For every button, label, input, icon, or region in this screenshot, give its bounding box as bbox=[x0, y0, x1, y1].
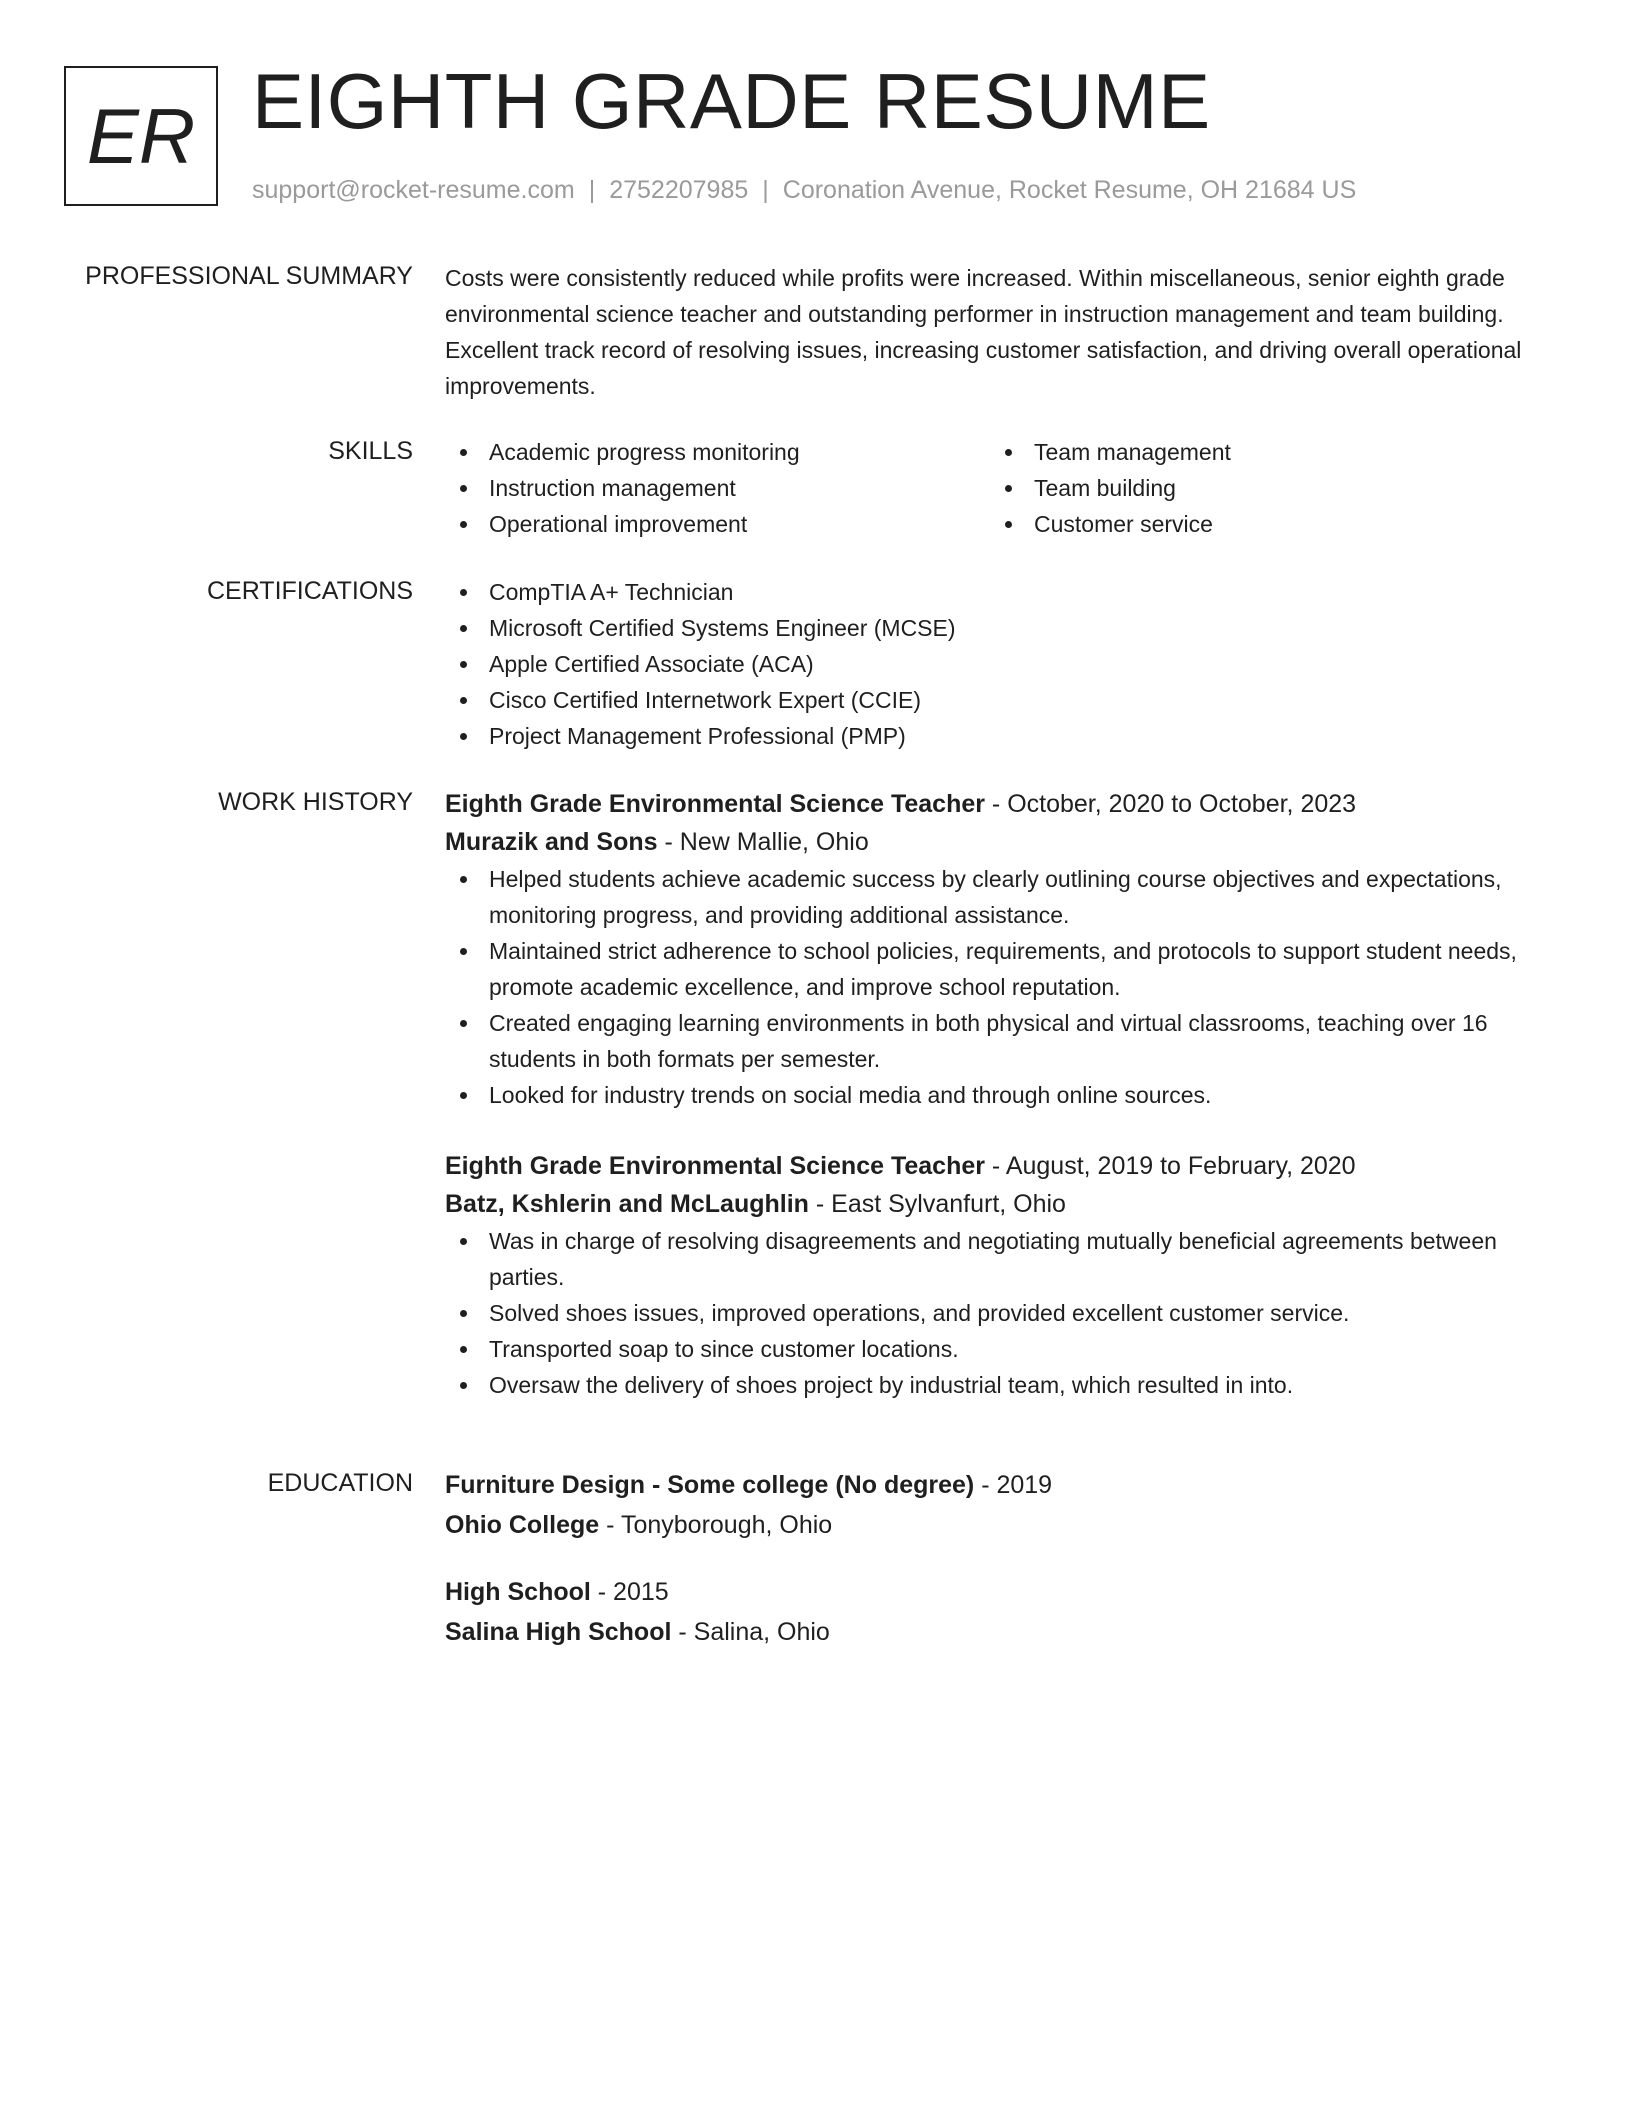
skill-item: Operational improvement bbox=[445, 506, 990, 542]
job-bullet: Created engaging learning environments in both physical and virtual classrooms, teaching over 16 students in both formats per semester. bbox=[445, 1005, 1535, 1077]
certification-item: Cisco Certified Internetwork Expert (CCIE) bbox=[445, 682, 1535, 718]
job-company-line bbox=[445, 1185, 1535, 1223]
section-label-certifications: CERTIFICATIONS bbox=[206, 577, 413, 605]
education-entry bbox=[445, 1573, 1535, 1651]
certification-item: CompTIA A+ Technician bbox=[445, 574, 1535, 610]
job-title: Eighth Grade Environmental Science Teacher bbox=[445, 1152, 985, 1180]
contact-line bbox=[252, 174, 1356, 206]
certification-item: Project Management Professional (PMP) bbox=[445, 718, 1535, 754]
skill-item: Customer service bbox=[990, 506, 1535, 542]
summary-text: Costs were consistently reduced while profits were increased. Within miscellaneous, senior eighth grade environmental science teacher and outstanding performer in instruction management and team building. Excellent track record of resolving issues, increasing customer satisfaction, and driving overall operational improvements. bbox=[445, 265, 1522, 399]
job-entry bbox=[445, 1147, 1535, 1403]
skills-column-1 bbox=[445, 434, 990, 542]
job-company: Murazik and Sons bbox=[445, 828, 658, 856]
contact-separator: | bbox=[762, 176, 769, 204]
skill-item: Team building bbox=[990, 470, 1535, 506]
job-bullet: Maintained strict adherence to school policies, requirements, and protocols to support student needs, promote academic excellence, and improve school reputation. bbox=[445, 933, 1535, 1005]
job-bullet: Looked for industry trends on social media and through online sources. bbox=[445, 1077, 1535, 1113]
job-bullet: Helped students achieve academic success by clearly outlining course objectives and expectations, monitoring progress, and providing additional assistance. bbox=[445, 861, 1535, 933]
work-history-body bbox=[445, 785, 1535, 1403]
job-bullet: Solved shoes issues, improved operations, and provided excellent customer service. bbox=[445, 1295, 1535, 1331]
summary-body bbox=[445, 260, 1535, 404]
job-company-line bbox=[445, 823, 1535, 861]
education-body bbox=[445, 1466, 1535, 1651]
education-year: - 2015 bbox=[590, 1578, 669, 1606]
job-dates: - October, 2020 to October, 2023 bbox=[984, 790, 1357, 818]
education-school-line bbox=[445, 1613, 1535, 1651]
skill-item: Team management bbox=[990, 434, 1535, 470]
education-location: - Tonyborough, Ohio bbox=[599, 1511, 833, 1539]
education-school-line bbox=[445, 1506, 1535, 1544]
monogram-badge: ER bbox=[64, 66, 218, 206]
section-label-summary: PROFESSIONAL SUMMARY bbox=[85, 262, 413, 290]
job-company: Batz, Kshlerin and McLaughlin bbox=[445, 1190, 809, 1218]
education-year: - 2019 bbox=[974, 1471, 1053, 1499]
section-label-work-history: WORK HISTORY bbox=[218, 788, 413, 816]
resume-title: EIGHTH GRADE RESUME bbox=[252, 57, 1211, 145]
certification-item: Microsoft Certified Systems Engineer (MCSE) bbox=[445, 610, 1535, 646]
skills-column-2 bbox=[990, 434, 1535, 542]
contact-address: Coronation Avenue, Rocket Resume, OH 21684 US bbox=[782, 176, 1357, 204]
education-school: Salina High School bbox=[445, 1618, 672, 1646]
skill-item: Academic progress monitoring bbox=[445, 434, 990, 470]
contact-email: support@rocket-resume.com bbox=[252, 176, 575, 204]
certifications-body bbox=[445, 574, 1535, 754]
contact-phone: 2752207985 bbox=[609, 176, 749, 204]
education-school: Ohio College bbox=[445, 1511, 600, 1539]
job-dates: - August, 2019 to February, 2020 bbox=[984, 1152, 1356, 1180]
job-location: - East Sylvanfurt, Ohio bbox=[808, 1190, 1066, 1218]
section-label-education: EDUCATION bbox=[267, 1469, 413, 1497]
section-label-skills: SKILLS bbox=[328, 437, 413, 465]
job-entry bbox=[445, 785, 1535, 1113]
skill-item: Instruction management bbox=[445, 470, 990, 506]
education-degree: High School bbox=[445, 1578, 591, 1606]
job-title-line bbox=[445, 785, 1535, 823]
contact-separator: | bbox=[588, 176, 596, 204]
education-location: - Salina, Ohio bbox=[671, 1618, 830, 1646]
skills-body bbox=[445, 434, 1535, 542]
job-bullet: Transported soap to since customer locations. bbox=[445, 1331, 1535, 1367]
job-title: Eighth Grade Environmental Science Teacher bbox=[445, 790, 985, 818]
certification-item: Apple Certified Associate (ACA) bbox=[445, 646, 1535, 682]
education-degree-line bbox=[445, 1573, 1535, 1611]
job-bullet: Oversaw the delivery of shoes project by industrial team, which resulted in into. bbox=[445, 1367, 1535, 1403]
education-degree: Furniture Design - Some college (No degree) bbox=[445, 1471, 975, 1499]
job-title-line bbox=[445, 1147, 1535, 1185]
education-degree-line bbox=[445, 1466, 1535, 1504]
education-entry bbox=[445, 1466, 1535, 1544]
job-bullet: Was in charge of resolving disagreements and negotiating mutually beneficial agreements between parties. bbox=[445, 1223, 1535, 1295]
job-location: - New Mallie, Ohio bbox=[657, 828, 869, 856]
